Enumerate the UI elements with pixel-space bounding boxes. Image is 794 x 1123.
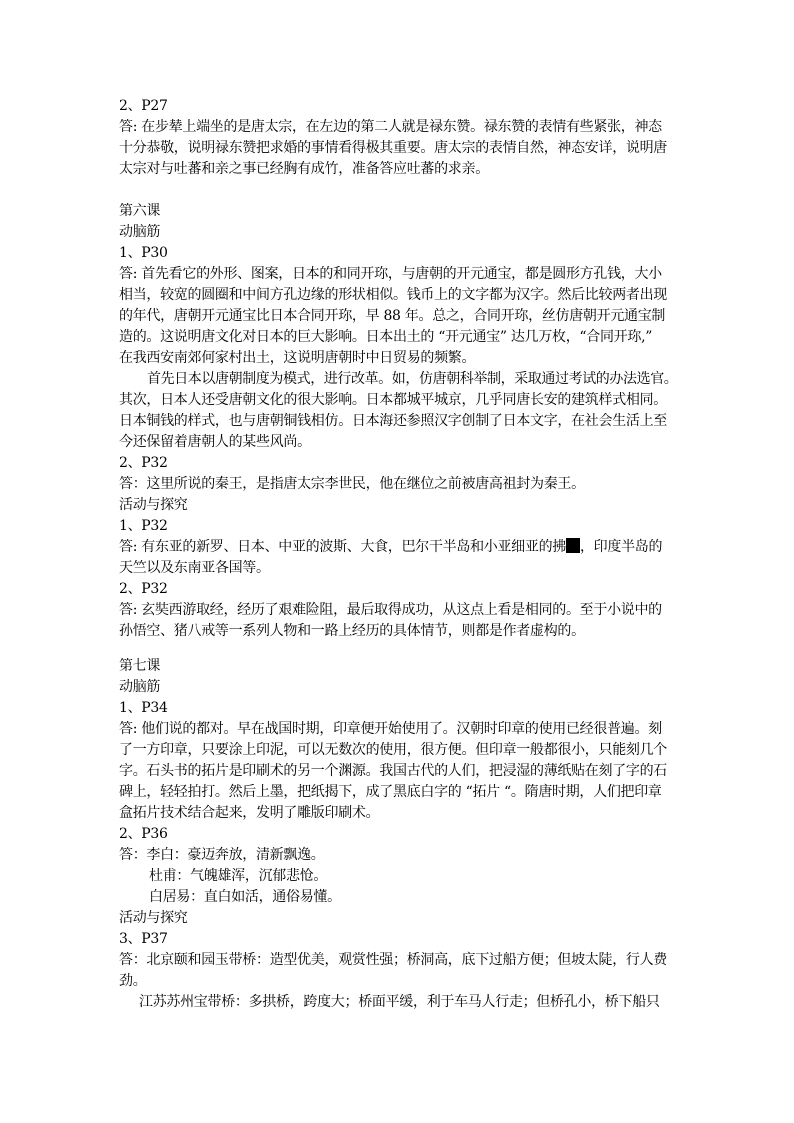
- answer-line: 今还保留着唐朝人的某些风尚。: [119, 434, 311, 450]
- answer-line: [119, 537, 679, 558]
- answer-line: 日本铜钱的样式，也与唐朝铜钱相仿。日本海还参照汉字创制了日本文字，在社会生活上至: [119, 413, 667, 429]
- answer-line: 答: 在步辇上端坐的是唐太宗，在左边的第二人就是禄东赞。禄东赞的表情有些紧张，神态: [119, 119, 662, 135]
- section-p27: [119, 96, 679, 180]
- question-ref: 2、P32: [119, 455, 168, 471]
- lesson-title: 第七课: [119, 658, 161, 674]
- answer-line: 字。石头书的拓片是印刷术的另一个渊源。我国古代的人们，把浸湿的薄纸贴在刻了字的石: [119, 763, 667, 779]
- question-ref: 1、P32: [119, 518, 168, 534]
- lesson-7: [119, 656, 679, 1013]
- answer-line: 答: 他们说的都对。早在战国时期，印章便开始使用了。汉朝时印章的使用已经很普遍。刻: [119, 721, 662, 737]
- answer-line: 十分恭敬，说明禄东赞把求婚的事情看得极其重要。唐太宗的表情自然，神态安详，说明唐: [119, 140, 667, 156]
- question-ref: 2、P36: [119, 826, 168, 842]
- answer-line: 劲。: [119, 973, 147, 989]
- question-ref: 3、P37: [119, 931, 168, 947]
- answer-line: 答：北京颐和园玉带桥：造型优美，观赏性强；桥洞高，底下过船方便；但坡太陡，行人费: [119, 952, 667, 968]
- answer-line: 答: 玄奘西游取经，经历了艰难险阻，最后取得成功，从这点上看是相同的。至于小说中的: [119, 602, 662, 618]
- answer-line: 白居易：直白如活，通俗易懂。: [149, 889, 341, 905]
- answer-line: 盒拓片技术结合起来，发明了雕版印刷术。: [119, 805, 380, 821]
- answer-line: 的年代，唐朝开元通宝比日本合同开珎，早 88 年。总之，合同开珎，丝仿唐朝开元通宝制: [119, 308, 666, 324]
- question-ref: 1、P30: [119, 245, 168, 261]
- answer-line: 造的。这说明唐文化对日本的巨大影响。日本出土的 “开元通宝” 达几万枚，“合同开珎,”: [119, 329, 653, 345]
- answer-line: 碑上，轻轻拍打。然后上墨，把纸揭下，成了黑底白字的 “拓片 “。隋唐时期，人们把印章: [119, 784, 662, 800]
- subsection-title: 动脑筋: [119, 224, 161, 240]
- subsection-title: 活动与探究: [119, 497, 188, 513]
- answer-line: 答：李白：豪迈奔放，清新飘逸。: [119, 847, 325, 863]
- answer-line: 其次，日本人还受唐朝文化的很大影响。日本都城平城京，几乎同唐长安的建筑样式相同。: [119, 392, 667, 408]
- lesson-title: 第六课: [119, 203, 161, 219]
- answer-line: 太宗对与吐蕃和亲之事已经胸有成竹，准备答应吐蕃的求亲。: [119, 161, 489, 177]
- redaction-block-icon: [566, 538, 580, 553]
- subsection-title: 活动与探究: [119, 910, 188, 926]
- answer-line: 天竺以及东南亚各国等。: [119, 560, 270, 576]
- question-ref: 2、P32: [119, 581, 168, 597]
- answer-line: 江苏苏州宝带桥：多拱桥，跨度大；桥面平缓，利于车马人行走；但桥孔小，桥下船只: [139, 994, 660, 1010]
- subsection-title: 动脑筋: [119, 679, 161, 695]
- answer-line: 答: 首先看它的外形、图案，日本的和同开珎，与唐朝的开元通宝，都是圆形方孔钱，大小: [119, 266, 662, 282]
- answer-line: 杜甫：气魄雄浑，沉郁悲怆。: [149, 868, 328, 884]
- question-ref: 2、P27: [119, 98, 168, 114]
- question-ref: 1、P34: [119, 700, 168, 716]
- answer-text: ，印度半岛的: [579, 539, 663, 555]
- answer-line: 相当，较宽的圆圈和中间方孔边缘的形状相似。钱币上的文字都为汉字。然后比较两者出现: [119, 287, 667, 303]
- answer-line: 了一方印章，只要涂上印泥，可以无数次的使用，很方便。但印章一般都很小，只能刻几个: [119, 742, 667, 758]
- answer-line: 答：这里所说的秦王，是指唐太宗李世民，他在继位之前被唐高祖封为秦王。: [119, 476, 585, 492]
- lesson-6: [119, 201, 679, 642]
- answer-line: 孙悟空、猪八戒等一系列人物和一路上经历的具体情节，则都是作者虚构的。: [119, 623, 585, 639]
- answer-line: 在我西安南郊何家村出土，这说明唐朝时中日贸易的频繁。: [119, 350, 476, 366]
- answer-text: 答: 有东亚的新罗、日本、中亚的波斯、大食，巴尔干半岛和小亚细亚的拂: [119, 539, 566, 555]
- answer-line: 首先日本以唐朝制度为模式，进行改革。如，仿唐朝科举制，采取通过考试的办法选官。: [147, 371, 678, 387]
